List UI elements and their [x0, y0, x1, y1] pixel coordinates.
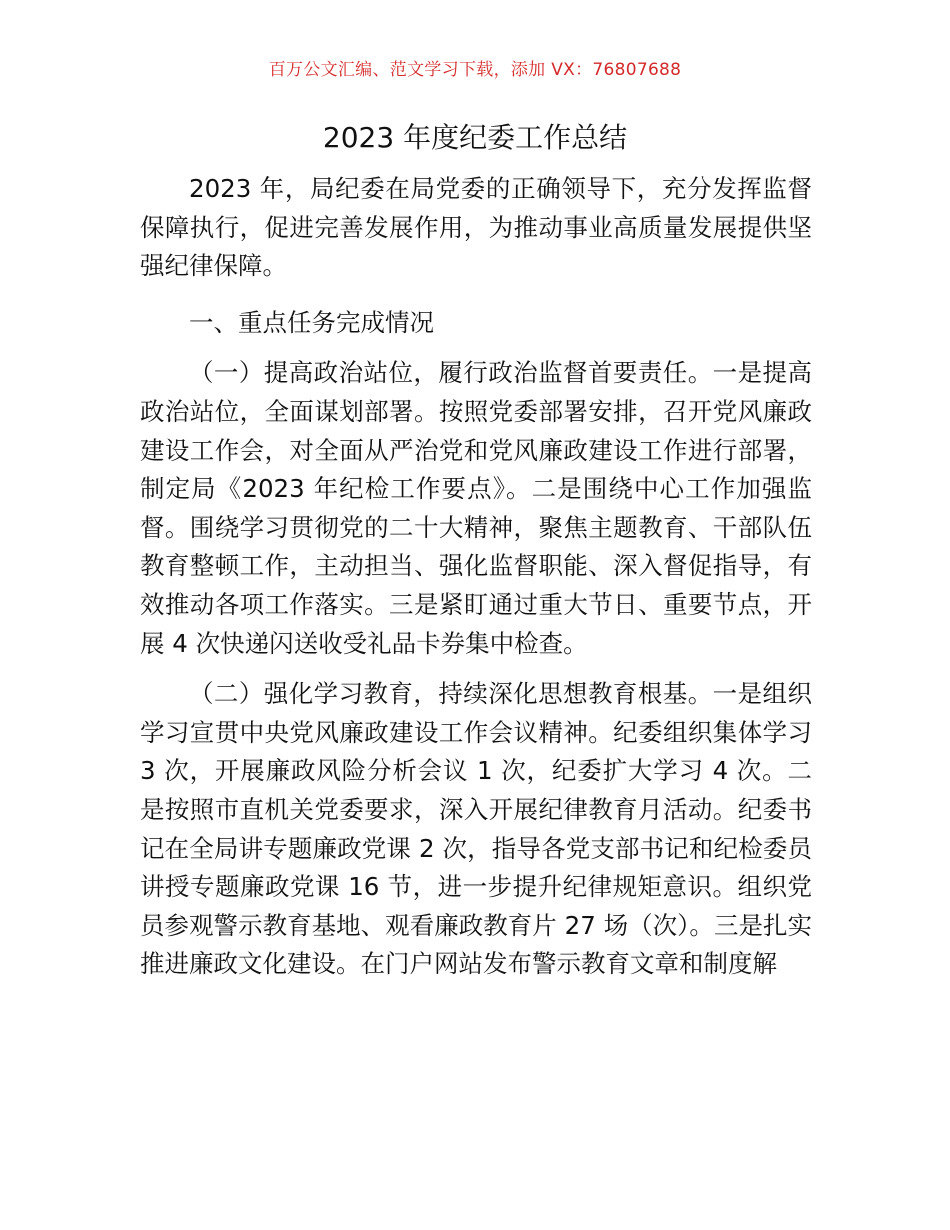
header-watermark-note: 百万公文汇编、范文学习下载，添加 VX：76807688 [268, 60, 682, 80]
section-heading: 一、重点任务完成情况 [189, 307, 434, 337]
document-title: 2023 年度纪委工作总结 [322, 121, 628, 154]
item-paragraph-2: （二）强化学习教育，持续深化思想教育根基。一是组织学习宣贯中央党风廉政建设工作会议精神。纪委组织集体学习 3 次，开展廉政风险分析会议 1 次，纪委扩大学习 4 次。二是按照市直机关党委要求，深入开展纪律教育月活动。纪委书记在全局讲专题廉政党课 2 次，指导各党支部书记和纪检委员讲授专题廉政党课 16 节，进一步提升纪律规矩意识。组织党员参观警示教育基地、观看廉政教育片 27 场（次）。三是扎实推进廉政文化建设。在门户网站发布警示教育文章和制度解 [140, 679, 812, 979]
document-body [140, 170, 812, 984]
item-paragraph-1: （一）提高政治站位，履行政治监督首要责任。一是提高政治站位，全面谋划部署。按照党委部署安排，召开党风廉政建设工作会，对全面从严治党和党风廉政建设工作进行部署，制定局《2023 年纪检工作要点》。二是围绕中心工作加强监督。围绕学习贯彻党的二十大精神，聚焦主题教育、干部队伍教育整顿工作，主动担当、强化监督职能、深入督促指导，有效推动各项工作落实。三是紧盯通过重大节日、重要节点，开展 4 次快递闪送收受礼品卡券集中检查。 [140, 358, 812, 658]
intro-paragraph: 2023 年，局纪委在局党委的正确领导下，充分发挥监督保障执行，促进完善发展作用，为推动事业高质量发展提供坚强纪律保障。 [140, 174, 812, 281]
